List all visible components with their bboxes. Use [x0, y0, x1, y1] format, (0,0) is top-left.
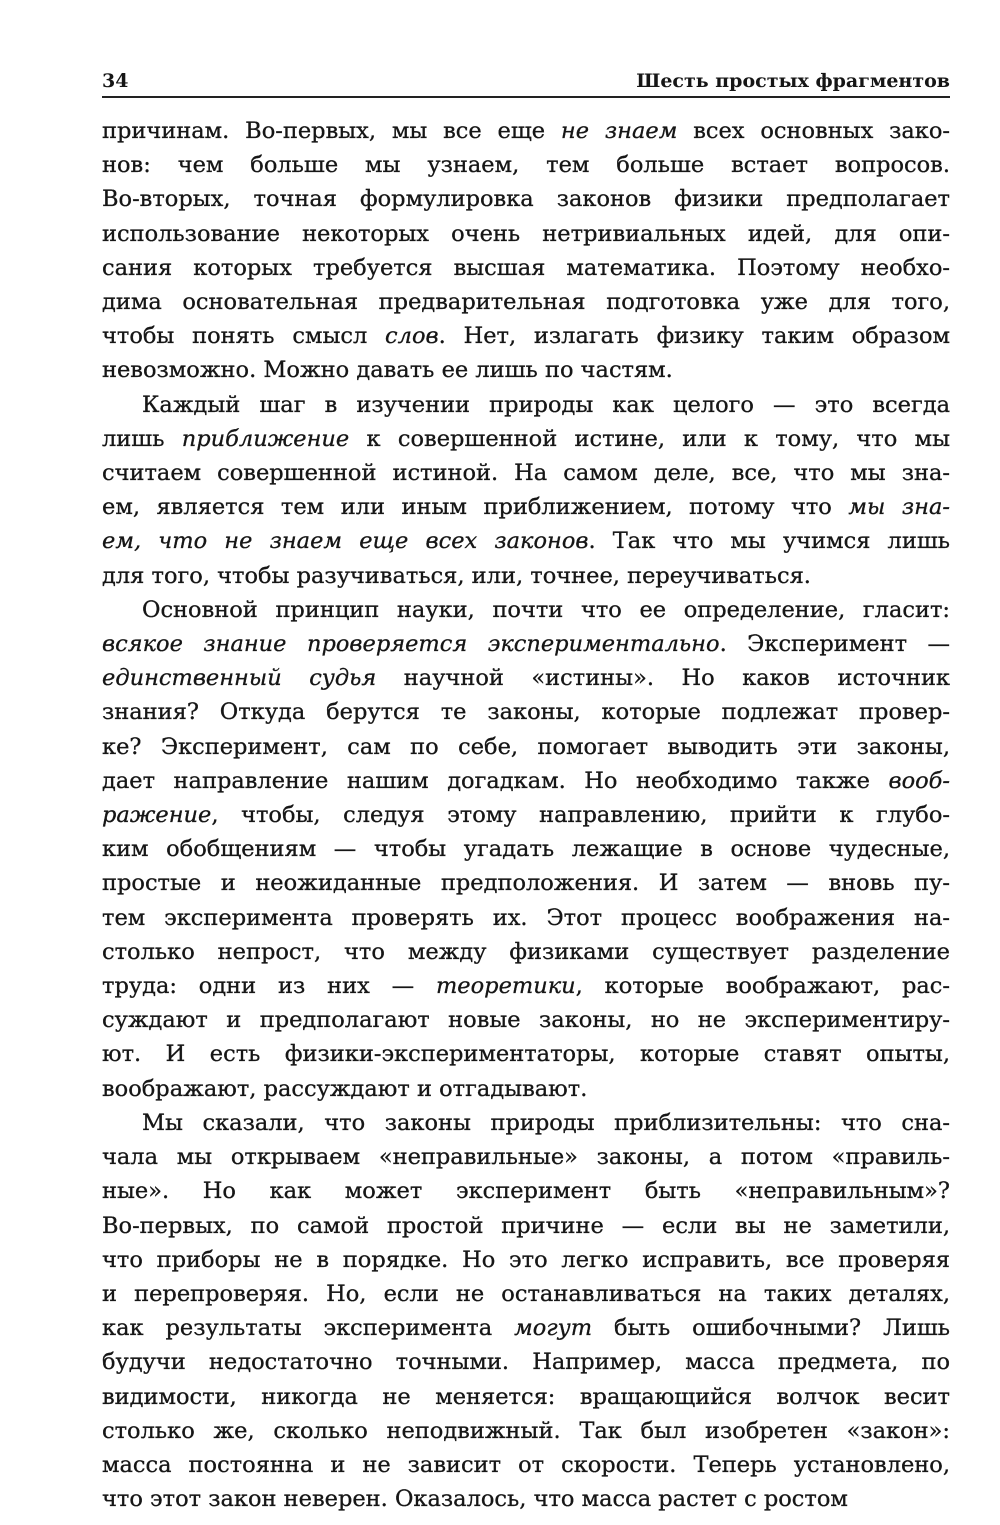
text-line: и перепроверяя. Но, если не останавливаться на таких деталях, — [102, 1280, 950, 1307]
text-line: будучи недостаточно точными. Например, масса предмета, по — [102, 1349, 950, 1376]
page-number: 34 — [102, 70, 129, 92]
italic-emphasis: ражение — [102, 802, 212, 829]
text-line: дима основательная предварительная подготовка уже для того, — [102, 289, 950, 316]
text-line: столько непрост, что между физиками существует разделение — [102, 938, 950, 965]
italic-emphasis: вооб- — [888, 767, 950, 794]
italic-emphasis: мы зна- — [848, 494, 950, 521]
text-line: сания которых требуется высшая математика. Поэтому необхо- — [102, 254, 950, 281]
text-line: ные». Но как может эксперимент быть «неправильным»? — [102, 1178, 950, 1205]
text-line: тем эксперимента проверять их. Этот процесс воображения на- — [102, 904, 950, 931]
text-line: дает направление нашим догадкам. Но необходимо также вооб- — [102, 767, 950, 794]
text-line: нов: чем больше мы узнаем, тем больше встает вопросов. — [102, 152, 950, 179]
text-line: простые и неожиданные предположения. И затем — вновь пу- — [102, 870, 950, 897]
text-line: воображают, рассуждают и отгадывают. — [102, 1075, 588, 1102]
text-line: масса постоянна и не зависит от скорости. Теперь установлено, — [102, 1451, 950, 1478]
italic-emphasis: могут — [514, 1315, 593, 1342]
text-line: ем, является тем или иным приближением, потому что мы зна- — [102, 494, 950, 521]
paragraph — [102, 1106, 950, 1516]
text-line: единственный судья научной «истины». Но каков источник — [102, 665, 950, 692]
text-line: ражение, чтобы, следуя этому направлению, прийти к глубо- — [102, 802, 950, 829]
text-line: как результаты эксперимента могут быть ошибочными? Лишь — [102, 1315, 950, 1342]
book-page — [102, 70, 950, 1516]
text-line: невозможно. Можно давать ее лишь по частям. — [102, 357, 673, 384]
text-line: видимости, никогда не меняется: вращающийся волчок весит — [102, 1383, 950, 1410]
body-text — [102, 114, 950, 1516]
text-line: причинам. Во-первых, мы все еще не знаем всех основных зако- — [102, 118, 951, 144]
text-line: Каждый шаг в изучении природы как целого — это всегда — [142, 391, 950, 418]
text-line: что этот закон неверен. Оказалось, что масса растет с ростом — [102, 1486, 848, 1513]
italic-emphasis: слов — [385, 323, 439, 350]
text-line: Во-вторых, точная формулировка законов физики предполагает — [102, 186, 950, 213]
text-line: суждают и предполагают новые законы, но не экспериментиру- — [102, 1007, 950, 1034]
paragraph — [102, 593, 950, 1106]
text-line: ем, что не знаем еще всех законов. Так что мы учимся лишь — [102, 528, 950, 555]
italic-emphasis: всякое знание проверяется экспериментально — [102, 631, 720, 658]
text-line: Основной принцип науки, почти что ее определение, гласит: — [142, 596, 950, 623]
text-line: чтобы понять смысл слов. Нет, излагать физику таким образом — [102, 323, 950, 350]
text-line: лишь приближение к совершенной истине, или к тому, что мы — [102, 425, 950, 452]
text-line: ке? Эксперимент, сам по себе, помогает выводить эти законы, — [102, 733, 950, 760]
text-line: труда: одни из них — теоретики, которые воображают, рас- — [102, 973, 950, 1000]
text-line: использование некоторых очень нетривиальных идей, для опи- — [102, 220, 950, 247]
text-line: знания? Откуда берутся те законы, которые подлежат провер- — [102, 699, 950, 726]
paragraph — [102, 114, 950, 388]
text-line: ким обобщениям — чтобы угадать лежащие в основе чудесные, — [102, 836, 950, 863]
italic-emphasis: ем, что не знаем еще всех законов — [102, 528, 589, 555]
italic-emphasis: приближение — [181, 425, 350, 452]
running-title: Шесть простых фрагментов — [636, 70, 950, 92]
text-line: чала мы открываем «неправильные» законы, а потом «правиль- — [102, 1144, 950, 1171]
text-line: что приборы не в порядке. Но это легко исправить, все проверяя — [102, 1246, 950, 1273]
text-line: столько же, сколько неподвижный. Так был изобретен «закон»: — [102, 1417, 950, 1444]
italic-emphasis: не знаем — [560, 118, 678, 144]
text-line: Во-первых, по самой простой причине — если вы не заметили, — [102, 1212, 950, 1239]
text-line: Мы сказали, что законы природы приблизительны: что сна- — [142, 1109, 950, 1136]
text-line: считаем совершенной истиной. На самом деле, все, что мы зна- — [102, 460, 950, 487]
italic-emphasis: единственный судья — [102, 665, 377, 692]
text-line: ют. И есть физики-экспериментаторы, которые ставят опыты, — [102, 1041, 950, 1068]
text-line: для того, чтобы разучиваться, или, точнее, переучиваться. — [102, 562, 811, 589]
italic-emphasis: теоретики — [435, 973, 576, 1000]
running-header — [102, 70, 950, 98]
paragraph — [102, 388, 950, 593]
text-line: всякое знание проверяется экспериментально. Эксперимент — — [102, 631, 951, 658]
